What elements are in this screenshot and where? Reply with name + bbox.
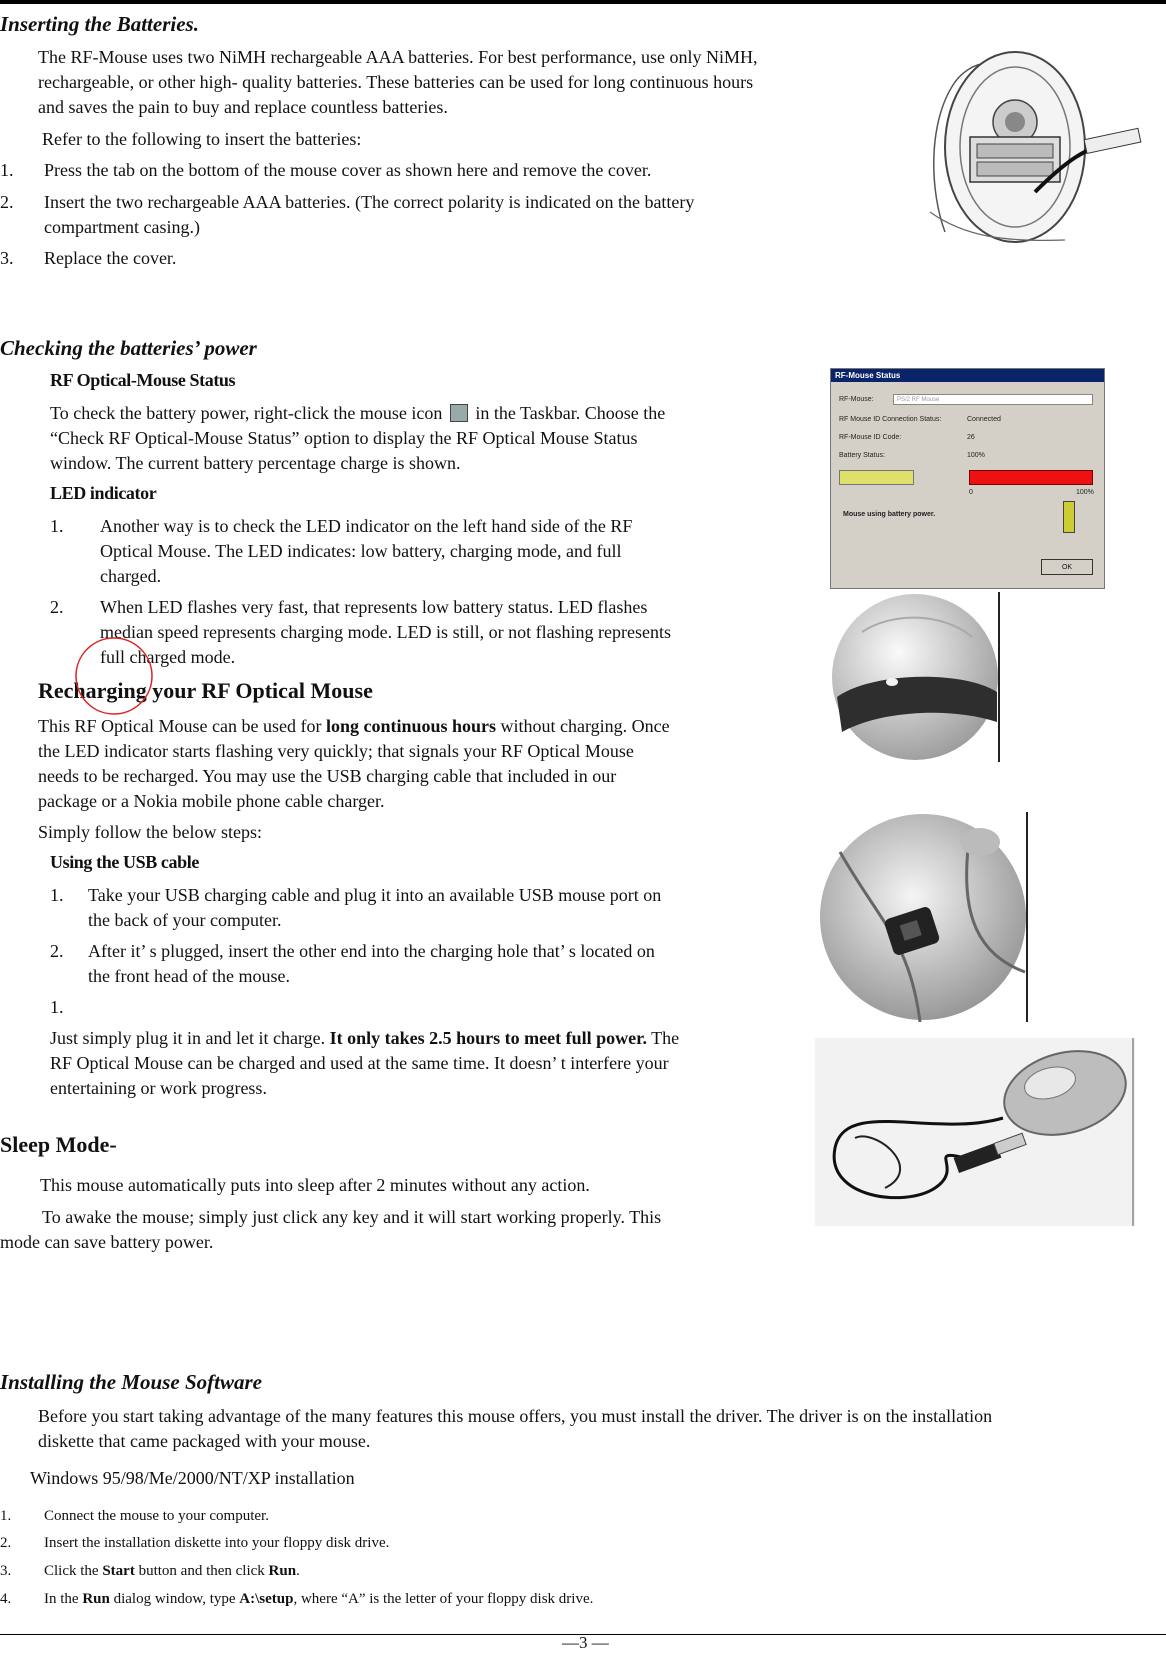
- subheading-usb: Using the USB cable: [50, 852, 199, 872]
- text-line: window. The current battery percentage charge is shown.: [50, 453, 461, 473]
- batteries-step-2: [44, 190, 694, 240]
- annotation-circle: [74, 636, 156, 718]
- install-step-1-num: 1.: [0, 1508, 12, 1524]
- status-row-label: Battery Status:: [839, 452, 885, 459]
- mouse-usb-cable-photo: [815, 1038, 1135, 1226]
- sleep-line-1: This mouse automatically puts into sleep after 2 minutes without any action.: [40, 1175, 590, 1195]
- usb-step-1: [88, 883, 768, 933]
- install-step-3: [44, 1561, 300, 1581]
- batteries-step-1-num: 1.: [0, 160, 14, 180]
- text-line: After it’ s plugged, insert the other end into the charging hole that’ s located on: [88, 941, 655, 961]
- battery-charging-icon: [1063, 501, 1075, 533]
- run-keyword: Run: [268, 1563, 297, 1579]
- text-line: needs to be recharged. You may use the USB charging cable that included in our: [38, 766, 617, 786]
- text-line: [50, 401, 770, 426]
- text-line: entertaining or work progress.: [50, 1078, 267, 1098]
- mouse-battery-illustration: [925, 42, 1150, 247]
- text-line: Insert the two rechargeable AAA batteries. (The correct polarity is indicated on the battery: [44, 192, 695, 212]
- page-number: —3 —: [562, 1633, 609, 1652]
- text-line: rechargeable, or other high- quality batteries. These batteries can be used for long continuous hours: [38, 72, 754, 92]
- orphan-step-num: 1.: [50, 997, 64, 1017]
- text-line: When LED flashes very fast, that represents low battery status. LED flashes: [100, 597, 648, 617]
- led-step-2: [100, 595, 760, 670]
- text-line: diskette that came packaged with your mouse.: [38, 1431, 371, 1451]
- heading-sleep-mode: Sleep Mode-: [0, 1132, 117, 1157]
- rf-mouse-select: PS/2 RF Mouse: [893, 394, 1093, 405]
- text-line: Another way is to check the LED indicator on the left hand side of the RF: [100, 516, 633, 536]
- led-closeup-photo: [832, 592, 1002, 762]
- heading-checking-power: Checking the batteries’ power: [0, 336, 257, 360]
- subheading-led: LED indicator: [50, 483, 157, 503]
- emphasis-long-hours: long continuous hours: [325, 716, 497, 736]
- batteries-step-3-num: 3.: [0, 248, 14, 268]
- text-line: The RF-Mouse uses two NiMH rechargeable AAA batteries. For best performance, use only NiMH,: [38, 47, 758, 67]
- install-step-3-num: 3.: [0, 1563, 12, 1579]
- subheading-status: RF Optical-Mouse Status: [50, 370, 236, 390]
- text-line: the LED indicator starts flashing very quickly; that signals your RF Optical Mouse: [38, 741, 634, 761]
- battery-level-bar: [969, 470, 1093, 485]
- text-line: “Check RF Optical-Mouse Status” option to display the RF Optical Mouse Status: [50, 428, 638, 448]
- rf-mouse-status-window: [830, 368, 1105, 589]
- heading-installing-software: Installing the Mouse Software: [0, 1370, 262, 1394]
- led-step-1-num: 1.: [50, 516, 64, 536]
- text-fragment: dialog window, type: [109, 1591, 240, 1607]
- status-window-title: RF-Mouse Status: [831, 369, 1104, 382]
- text-line: charged.: [100, 566, 162, 586]
- text-fragment: button and then click: [134, 1563, 269, 1579]
- text-line: full charged mode.: [100, 647, 236, 667]
- text-line: Optical Mouse. The LED indicates: low battery, charging mode, and full: [100, 541, 622, 561]
- text-line: Before you start taking advantage of the many features this mouse offers, you must install the driver. The driver is on the installation: [38, 1406, 993, 1426]
- text-line: compartment casing.): [44, 217, 200, 237]
- emphasis-full-power: It only takes 2.5 hours to meet full power.: [329, 1028, 647, 1048]
- status-row-value: 100%: [967, 452, 985, 459]
- heading-recharging: Recharging your RF Optical Mouse: [38, 678, 373, 703]
- led-step-2-num: 2.: [50, 597, 64, 617]
- simply-follow: Simply follow the below steps:: [38, 822, 262, 842]
- status-row-value: 26: [967, 434, 975, 441]
- text-fragment: In the: [44, 1591, 83, 1607]
- charge-paragraph: [50, 1026, 790, 1101]
- ok-button: OK: [1041, 559, 1093, 575]
- mouse-tray-icon: [450, 404, 468, 422]
- batteries-step-1: Press the tab on the bottom of the mouse cover as shown here and remove the cover.: [44, 160, 652, 180]
- text-fragment: To check the battery power, right-click the mouse icon: [50, 403, 443, 423]
- text-fragment: in the Taskbar. Choose the: [475, 403, 666, 423]
- text-line: RF Optical Mouse can be charged and used at the same time. It doesn’ t interfere your: [50, 1053, 669, 1073]
- batteries-step-2-num: 2.: [0, 192, 14, 212]
- sleep-line-3: mode can save battery power.: [0, 1232, 214, 1252]
- status-row-label: RF-Mouse ID Code:: [839, 434, 902, 441]
- run-keyword: Run: [82, 1591, 110, 1607]
- charging-port-photo: [820, 812, 1030, 1022]
- top-rule: [0, 0, 1166, 4]
- install-step-4: [44, 1589, 593, 1609]
- install-step-4-num: 4.: [0, 1591, 12, 1607]
- text-fragment: , where “A” is the letter of your floppy disk drive.: [293, 1591, 594, 1607]
- text-line: Take your USB charging cable and plug it into an available USB mouse port on: [88, 885, 662, 905]
- batteries-intro: [38, 45, 878, 120]
- text-line: the front head of the mouse.: [88, 966, 290, 986]
- install-os: Windows 95/98/Me/2000/NT/XP installation: [30, 1468, 355, 1488]
- status-row-value: Connected: [967, 416, 1001, 423]
- text-fragment: This RF Optical Mouse can be used for: [38, 716, 326, 736]
- status-row-label: RF Mouse ID Connection Status:: [839, 416, 942, 423]
- text-fragment: Click the: [44, 1563, 103, 1579]
- text-line: package or a Nokia mobile phone cable charger.: [38, 791, 385, 811]
- batteries-refer: Refer to the following to insert the batteries:: [42, 129, 362, 149]
- setup-command: A:\setup: [239, 1591, 294, 1607]
- scale-max: 100%: [1076, 489, 1094, 496]
- text-line: and saves the pain to buy and replace countless batteries.: [38, 97, 448, 117]
- recharge-paragraph: [38, 714, 778, 814]
- batteries-step-3: Replace the cover.: [44, 248, 177, 268]
- install-step-1: Connect the mouse to your computer.: [44, 1508, 269, 1524]
- install-step-2-num: 2.: [0, 1535, 12, 1551]
- sleep-line-2: To awake the mouse; simply just click any key and it will start working properly. This: [42, 1207, 662, 1227]
- text-fragment: The: [647, 1028, 680, 1048]
- status-row-label: RF-Mouse:: [839, 396, 874, 403]
- start-keyword: Start: [102, 1563, 135, 1579]
- install-step-2: Insert the installation diskette into your floppy disk drive.: [44, 1535, 390, 1551]
- usb-step-2-num: 2.: [50, 941, 64, 961]
- text-fragment: Just simply plug it in and let it charge.: [50, 1028, 330, 1048]
- text-fragment: .: [296, 1563, 300, 1579]
- battery-gauge-icon: [839, 470, 914, 485]
- text-line: the back of your computer.: [88, 910, 282, 930]
- text-line: [50, 1026, 790, 1051]
- text-line: median speed represents charging mode. LED is still, or not flashing represents: [100, 622, 672, 642]
- text-fragment: without charging. Once: [496, 716, 670, 736]
- usb-step-2: [88, 939, 768, 989]
- heading-inserting-batteries: Inserting the Batteries.: [0, 12, 199, 36]
- status-paragraph: [50, 401, 770, 476]
- usb-step-1-num: 1.: [50, 885, 64, 905]
- status-message: Mouse using battery power.: [843, 511, 936, 518]
- install-intro: [38, 1404, 1158, 1454]
- scale-min: 0: [969, 489, 973, 496]
- led-step-1: [100, 514, 760, 589]
